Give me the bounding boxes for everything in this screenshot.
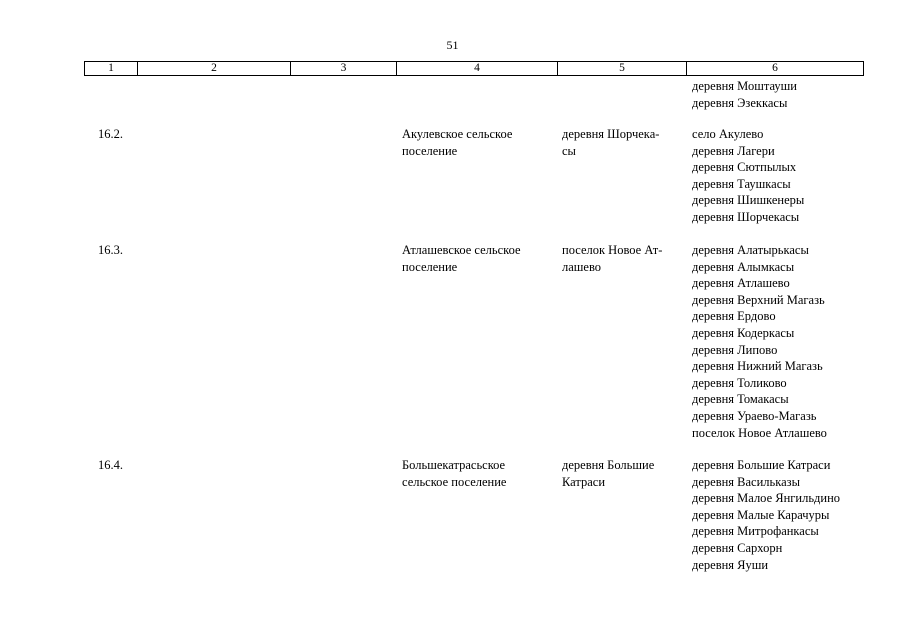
settlement-line: деревня Митрофанкасы xyxy=(692,524,819,539)
settlement-line: деревня Толиково xyxy=(692,375,787,390)
settlement-line: деревня Яуши xyxy=(692,557,769,572)
header-cell-4: 4 xyxy=(396,62,557,75)
settlements-list xyxy=(692,457,892,573)
settlement-line: деревня Атлашево xyxy=(692,276,790,291)
municipality-name xyxy=(402,126,552,159)
settlement-line: деревня Сютпылых xyxy=(692,160,797,175)
settlements-list xyxy=(692,242,892,441)
settlement-line: деревня Липово xyxy=(692,342,778,357)
row-number: 16.2. xyxy=(98,127,123,141)
settlement-line: деревня Моштауши xyxy=(692,79,797,93)
settlement-line: деревня Лагери xyxy=(692,143,775,158)
settlement-line: деревня Томакасы xyxy=(692,392,789,407)
settlement-line: деревня Малое Янгильдино xyxy=(692,491,841,506)
continuation-settlements xyxy=(692,78,797,111)
header-cell-2: 2 xyxy=(137,62,290,75)
settlement-line: деревня Алымкасы xyxy=(692,259,795,274)
municipality-line: поселение xyxy=(402,259,458,274)
header-cell-3: 3 xyxy=(290,62,396,75)
settlement-line: деревня Ураево-Магазь xyxy=(692,408,817,423)
admin-center-line: сы xyxy=(562,143,576,158)
settlement-line: деревня Шишкенеры xyxy=(692,193,805,208)
municipality-line: поселение xyxy=(402,143,458,158)
settlement-line: деревня Сархорн xyxy=(692,540,783,555)
settlement-line: деревня Верхний Магазь xyxy=(692,292,825,307)
settlement-line: деревня Нижний Магазь xyxy=(692,359,823,374)
settlement-line: деревня Малые Карачуры xyxy=(692,507,830,522)
table-header-row xyxy=(84,61,864,76)
settlement-line: поселок Новое Атлашево xyxy=(692,425,827,440)
municipality-line: Атлашевское сельское xyxy=(402,243,521,257)
admin-center xyxy=(562,457,682,490)
admin-center-line: деревня Шорчека- xyxy=(562,127,660,141)
row-number: 16.3. xyxy=(98,243,123,257)
settlement-line: село Акулево xyxy=(692,127,764,141)
settlement-line: деревня Кодеркасы xyxy=(692,325,795,340)
settlement-line: деревня Ердово xyxy=(692,309,776,324)
settlement-line: деревня Шорчекасы xyxy=(692,209,800,224)
admin-center-line: поселок Новое Ат- xyxy=(562,243,663,257)
page-number: 51 xyxy=(446,38,459,52)
settlement-line: деревня Таушкасы xyxy=(692,176,791,191)
header-cell-6: 6 xyxy=(686,62,863,75)
settlement-line: деревня Большие Катраси xyxy=(692,458,831,472)
municipality-line: Большекатрасьское xyxy=(402,458,506,472)
admin-center xyxy=(562,126,682,159)
row-number: 16.4. xyxy=(98,458,123,472)
municipality-name xyxy=(402,242,552,275)
header-cell-1: 1 xyxy=(108,62,114,74)
settlements-list xyxy=(692,126,892,226)
municipality-name xyxy=(402,457,552,490)
settlement-line: деревня Эзеккасы xyxy=(692,95,788,110)
header-cell-5: 5 xyxy=(557,62,686,75)
admin-center-line: Катраси xyxy=(562,474,606,489)
municipality-line: сельское поселение xyxy=(402,474,507,489)
settlement-line: деревня Васильказы xyxy=(692,474,801,489)
admin-center-line: деревня Большие xyxy=(562,458,655,472)
admin-center-line: лашево xyxy=(562,259,602,274)
admin-center xyxy=(562,242,682,275)
settlement-line: деревня Алатырькасы xyxy=(692,243,809,257)
municipality-line: Акулевское сельское xyxy=(402,127,513,141)
